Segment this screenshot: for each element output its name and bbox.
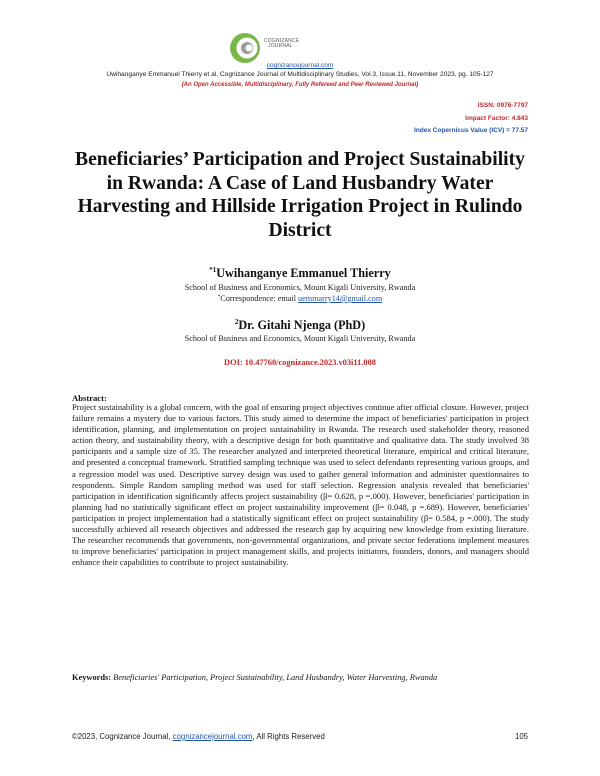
logo-text: COGNIZANCE JOURNAL	[264, 38, 300, 49]
open-access-note: (An Open Accessible, Multidisciplinary, Fully Refereed and Peer Reviewed Journal)	[181, 82, 419, 88]
author-2-affiliation: School of Business and Economics, Mount Kigali University, Rwanda	[184, 334, 416, 343]
author-1	[0, 266, 600, 281]
journal-site-link[interactable]: cognizancejournal.com	[266, 62, 334, 69]
author-1-name: Uwihanganye Emmanuel Thierry	[216, 266, 391, 280]
keywords-label: Keywords:	[72, 673, 114, 682]
author-2	[0, 318, 600, 333]
doi[interactable]: DOI: 10.47760/cognizance.2023.v03i11.008	[224, 358, 376, 367]
page-number: 105	[514, 732, 528, 741]
abstract-heading: Abstract:	[72, 393, 107, 403]
abstract-body: Project sustainability is a global concern, with the goal of ensuring project objectives continue after official closure. However, project failure remains a mystery due to various factors. This study aimed to determine the impact of beneficiaries' participation in project identification, planning, and implementation on project sustainability in Rwanda. The research used stakeholder theory, reasoned action theory, and sustainability theory, with a descriptive design for both quantitative and qualitative data. The study involved 38 participants and a sample size of 35. The researcher analyzed and interpreted theoretical literature, empirical and critical literature, and presented a conceptual framework. Stratified sampling technique was used to select defendants representing various groups, and a regression model was used. Descriptive survey design was used to gather general information and administer questionnaires to respondents. Simple Random sampling method was used for staff selection. Regression analysis revealed that beneficiaries' participation in identification significantly affects project sustainability (β= 0.628, p =.000). However, beneficiaries' participation in planning had no statistically significant effect on project sustainability improvement (β= 0.048, p =.689). However, beneficiaries' participation in project implementation had a statistically significant effect on project sustainability (β= 0.584, p =.000). The study successfully achieved all research objectives and addressed the research gap by acquiring new knowledge from existing literature. The researcher recommends that governments, non-governmental organizations, and private sector federations implement measures to improve beneficiaries' participation in project management skills, and projects initiators, founders, donors, and managers should enhance their capabilities to contribute to project sustainability.	[72, 402, 529, 568]
icv-value: Index Copernicus Value (ICV) = 77.57	[414, 127, 528, 134]
issn: ISSN: 0976-7797	[477, 102, 528, 109]
citation-line: Uwihanganye Emmanuel Thierry et al, Cognizance Journal of Multidisciplinary Studies, Vol.3, Issue.11, November 2023, pg. 105-127	[106, 71, 494, 78]
paper-title: Beneficiaries’ Participation and Project Sustainability in Rwanda: A Case of Land Husbandry Water Harvesting and Hillside Irrigation Project in Rulindo District	[75, 149, 525, 241]
keywords-value: Beneficiaries' Participation, Project Sustainability, Land Husbandry, Water Harvesting, Rwanda	[113, 673, 438, 682]
impact-factor: Impact Factor: 4.843	[465, 114, 528, 122]
footer-prefix: ©2023, Cognizance Journal,	[72, 732, 173, 741]
correspondence	[0, 294, 600, 303]
author-2-name: Dr. Gitahi Njenga (PhD)	[238, 318, 366, 332]
author-1-affiliation: School of Business and Economics, Mount Kigali University, Rwanda	[184, 283, 416, 292]
corr-label: Correspondence: email	[220, 294, 299, 303]
author-1-marker: *1	[209, 266, 217, 274]
footer-suffix: , All Rights Reserved	[252, 732, 325, 741]
keywords	[72, 673, 529, 682]
footer-copyright	[72, 732, 325, 741]
footer-link[interactable]: cognizancejournal.com	[172, 732, 253, 741]
corr-marker: *	[217, 295, 221, 300]
journal-metrics	[414, 100, 528, 138]
author-2-marker: 2	[234, 318, 239, 326]
corr-email-link[interactable]: uemmarry14@gmail.com	[298, 294, 383, 303]
